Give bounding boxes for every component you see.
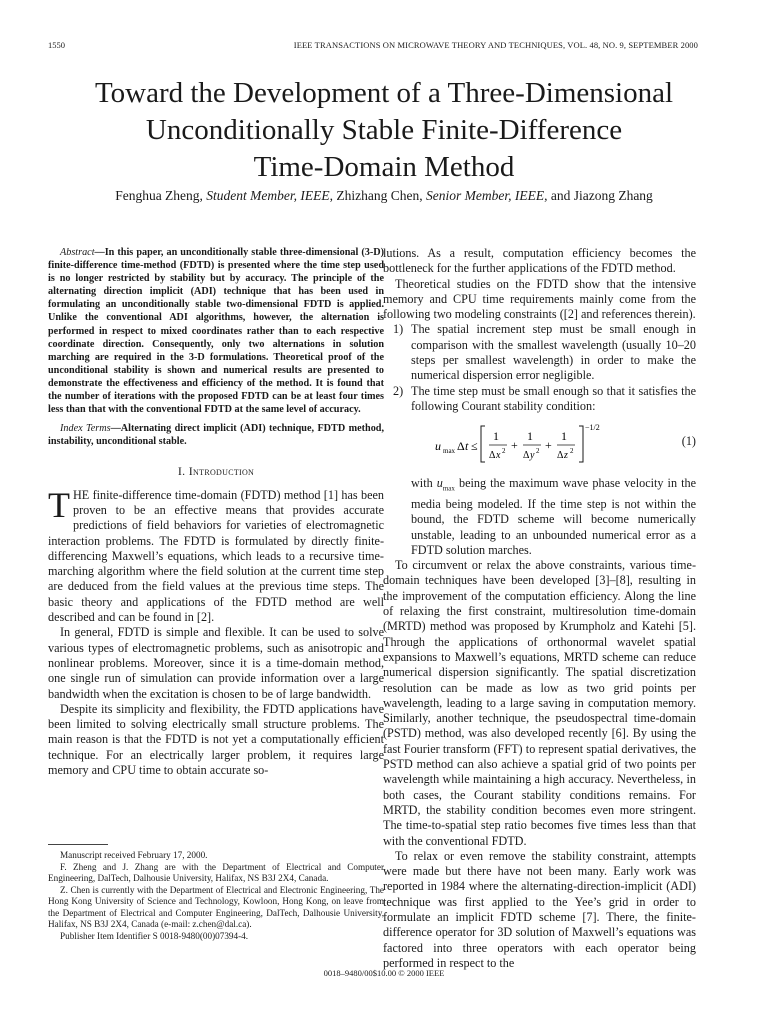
journal-header: IEEE TRANSACTIONS ON MICROWAVE THEORY AND TECHNIQUES, VOL. 48, NO. 9, SEPTEMBER 2000 (293, 40, 698, 50)
footnote: Manuscript received February 17, 2000. (60, 850, 208, 860)
svg-text:2: 2 (570, 447, 574, 456)
svg-text:Δ: Δ (489, 450, 496, 462)
footnote: Publisher Item Identifier S 0018-9480(00)07394-4. (60, 930, 249, 941)
title-line: Unconditionally Stable Finite-Difference (145, 114, 623, 146)
body-paragraph: To circumvent or relax the above constraints, various time-domain techniques have been developed [3]–[8], resulting in the improvement of the computation efficiency. Along the line of relaxing the first constraint, multiresolution time-domain (MRTD) method was proposed by Krumpholz and Katehi [5]. Through the applications of orthonormal wavelet spatial expansions to Maxwell’s equations, MRTD scheme can reduce numerical dispersion significantly. The spatial discretization resolution can be made as low as two grid points per wavelength, leading to a large saving in computation memory. Similarly, another technique, the pseudospectral time-domain (PSTD) method, was also developed recently [6]. By using the fast Fourier transform (FFT) to represent spatial derivatives, the PSTD method can also achieve a spatial grid of two points per wavelength while maintaining a high accuracy. Nevertheless, in both cases, the Courant stability conditions remains. For MRTD, the stability condition becomes even more stringent. The time-to-spatial step ratio becomes five times less than that with the conventional FDTD. (383, 558, 696, 848)
body-paragraph (383, 476, 696, 558)
title-line: Toward the Development of a Three-Dimensional (94, 77, 674, 109)
svg-text:u: u (435, 439, 441, 454)
section-heading (48, 464, 384, 479)
section-number: I. (177, 464, 186, 479)
right-column (383, 246, 696, 971)
text-run: being the maximum wave phase velocity in the media being modeled. If the time step is not within the bound, the FDTD scheme will become numerically unstable, leading to an unbounded numerical error as a FDTD solution marches. (411, 476, 696, 557)
author-name: , and Jiazong Zhang (544, 188, 653, 203)
author-membership: Student Member, IEEE (206, 188, 330, 203)
abstract-text: —In this paper, an unconditionally stable three-dimensional (3-D) finite-difference time-method (FDTD) is presented where the time step used is no longer restricted by stability but by accuracy. The principle of the alternating direction implicit (ADI) technique that has been used in formulating an unconditionally stable two-dimensional FDTD is applied. Unlike the conventional ADI algorithms, however, the alternation is performed in respect to mixed coordinates rather than to each respective coordinate direction. Consequently, only two alternations in solution marching are required in the 3-D formulations. Theoretical proof of the unconditional stability is shown and numerical results are presented to demonstrate the effectiveness and efficiency of the method. It is found that the number of iterations with the proposed FDTD can be at least four times less than that with the conventional FDTD at the same level of accuracy. (48, 247, 384, 416)
left-column (48, 246, 384, 778)
footnote-rule (48, 844, 108, 845)
svg-text:2: 2 (502, 447, 506, 456)
svg-text:−1/2: −1/2 (585, 423, 600, 433)
index-terms (48, 422, 384, 448)
intro-paragraph: In general, FDTD is simple and flexible. It can be used to solve various types of electromagnetic problems, such as anisotropic and nonlinear problems. Moreover, since it is a time-domain method, one single run of simulation can provide information over a large bandwidth when the excitation is chosen to be of large bandwidth. (48, 625, 384, 701)
svg-text:1: 1 (527, 429, 533, 444)
body-paragraph: Theoretical studies on the FDTD show that the intensive memory and CPU time requirements mainly come from the following two modeling constraints ([2] and references therein). (383, 276, 696, 322)
body-paragraph: lutions. As a result, computation efficiency becomes the bottleneck for the further applications of the FDTD method. (383, 246, 696, 276)
svg-text:+: + (511, 438, 518, 453)
author-name: Fenghua Zheng, (115, 188, 203, 203)
intro-text: HE finite-difference time-domain (FDTD) method [1] has been proven to be an effective means that provides accurate predictions of field behaviors for varieties of electromagnetic interaction problems. The FDTD is formulated by directly finite-differencing Maxwell’s equations, which leads to a recursive time-marching algorithm where the field solution at the current time step are deduced from the field values at the previous time steps. The basic theory and applications of the FDTD method are well described and can be found in [2]. (48, 487, 384, 625)
courant-equation (383, 420, 696, 472)
list-text: The spatial increment step must be small enough in comparison with the smallest wavelength (usually 10–20 steps per smallest wavelength) in order to make the numerical dispersion error negligible. (411, 322, 696, 383)
svg-text:Δ: Δ (523, 450, 530, 462)
svg-text:z: z (564, 450, 568, 462)
intro-paragraph (48, 484, 384, 626)
footnotes (48, 850, 384, 942)
text-run: with (411, 476, 433, 491)
svg-text:+: + (545, 438, 552, 453)
svg-text:max: max (443, 447, 456, 456)
equation-number: (1) (681, 434, 696, 449)
svg-text:≤: ≤ (471, 439, 478, 454)
page-number: 1550 (48, 40, 65, 50)
abstract-label: Abstract (60, 247, 95, 258)
list-number: 1) (393, 322, 404, 337)
inline-math: u (436, 476, 443, 491)
copyright-footer: 0018–9480/00$10.00 © 2000 IEEE (323, 968, 445, 978)
svg-text:Δ: Δ (457, 439, 465, 454)
footnote: Z. Chen is currently with the Department of Electrical and Electronic Engineering, The Hong Kong University of Science and Technology, Kowloon, Hong Kong, on leave from the Department of Electrical and Computer Engineering, DalTech, Dalhousie University, Halifax, NS B3J 2X4, Canada (e-mail: z.chen@dal.ca). (48, 884, 384, 929)
author-membership: Senior Member, IEEE (426, 188, 545, 203)
svg-text:1: 1 (493, 429, 499, 444)
svg-text:t: t (465, 439, 469, 454)
index-terms-text: —Alternating direct implicit (ADI) technique, FDTD method, instability, unconditional stable. (48, 423, 384, 448)
paper-title (0, 75, 768, 186)
svg-text:y: y (530, 450, 535, 462)
abstract (48, 246, 384, 416)
svg-text:Δ: Δ (557, 450, 564, 462)
author-line (0, 188, 768, 204)
list-number: 2) (393, 383, 404, 398)
list-text: The time step must be small enough so that it satisfies the following Courant stability condition: (411, 383, 696, 413)
title-line: Time-Domain Method (253, 151, 515, 183)
equation-image (435, 420, 635, 470)
footnote: F. Zheng and J. Zhang are with the Department of Electrical and Computer Engineering, DalTech, Dalhousie University, Halifax, NS B3J 2X4, Canada. (48, 861, 384, 883)
index-terms-label: Index Terms (60, 423, 111, 435)
inline-math-subscript: max (442, 484, 455, 493)
intro-paragraph: Despite its simplicity and flexibility, the FDTD applications have been limited to solving electrically small structure problems. The main reason is that the FDTD is not yet a computationally efficient technique. For an electrically larger problem, it requires large memory and CPU time to obtain accurate so- (48, 701, 384, 778)
drop-cap: T (48, 484, 70, 525)
section-title: Introduction (188, 464, 255, 479)
svg-text:x: x (496, 450, 501, 462)
list-item (383, 322, 696, 383)
svg-text:2: 2 (536, 447, 540, 456)
author-name: , Zhizhang Chen, (329, 188, 423, 203)
body-paragraph: To relax or even remove the stability constraint, attempts were made but there have not been many. Early work was reported in 1984 where the alternating-direction-implicit (ADI) technique was first applied to the Yee’s grid in order to formulate an implicit FDTD scheme [7]. There, the finite-difference operator for 3D solution of Maxwell’s equations was factored into three operators with each operator being performed in respect to the (383, 848, 696, 970)
list-item (383, 384, 696, 415)
svg-text:1: 1 (561, 429, 567, 444)
